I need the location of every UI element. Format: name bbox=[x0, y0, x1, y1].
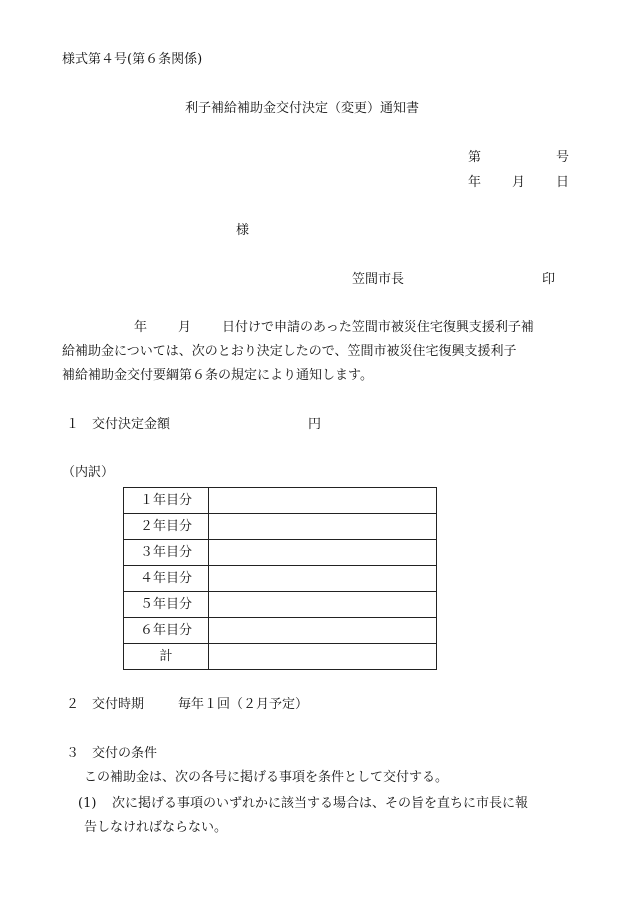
breakdown-row-value bbox=[209, 618, 437, 644]
body-line-1: 日付けで申請のあった笠間市被災住宅復興支援利子補 bbox=[222, 320, 534, 335]
table-row bbox=[124, 540, 437, 566]
breakdown-row-label: ６年目分 bbox=[124, 618, 209, 644]
section3-item1-line2: 告しなければならない。 bbox=[84, 820, 228, 835]
section2-number: ２ bbox=[66, 697, 80, 712]
seal-mark: 印 bbox=[542, 272, 556, 287]
section2-label: 交付時期 bbox=[92, 697, 145, 712]
breakdown-row-label: ２年目分 bbox=[124, 514, 209, 540]
section2-value: 毎年１回（２月予定） bbox=[178, 697, 309, 712]
breakdown-row-value bbox=[209, 488, 437, 514]
breakdown-table bbox=[123, 487, 437, 670]
document-title: 利子補給補助金交付決定（変更）通知書 bbox=[185, 101, 420, 116]
breakdown-heading: （内訳） bbox=[62, 465, 115, 480]
table-row bbox=[124, 488, 437, 514]
breakdown-row-label: ４年目分 bbox=[124, 566, 209, 592]
ref-go: 号 bbox=[556, 150, 570, 165]
date-hi: 日 bbox=[556, 175, 570, 190]
table-row bbox=[124, 644, 437, 670]
section3-intro: この補助金は、次の各号に掲げる事項を条件として交付する。 bbox=[84, 770, 449, 785]
table-row bbox=[124, 618, 437, 644]
breakdown-row-value bbox=[209, 644, 437, 670]
breakdown-row-label: ５年目分 bbox=[124, 592, 209, 618]
body-line-3: 補給補助金交付要綱第６条の規定により通知します。 bbox=[62, 368, 373, 383]
table-row bbox=[124, 592, 437, 618]
section1-unit: 円 bbox=[308, 417, 322, 432]
breakdown-row-value bbox=[209, 566, 437, 592]
table-row bbox=[124, 566, 437, 592]
section3-label: 交付の条件 bbox=[92, 746, 158, 761]
body-date-tsuki: 月 bbox=[178, 320, 192, 335]
breakdown-row-value bbox=[209, 514, 437, 540]
body-line-2: 給補助金については、次のとおり決定したので、笠間市被災住宅復興支援利子 bbox=[62, 344, 517, 359]
breakdown-row-value bbox=[209, 592, 437, 618]
table-row bbox=[124, 514, 437, 540]
ref-dai: 第 bbox=[468, 150, 482, 165]
breakdown-row-label: １年目分 bbox=[124, 488, 209, 514]
section3-number: ３ bbox=[66, 746, 80, 761]
section3-item1-number: (1) bbox=[78, 796, 97, 811]
addressee-suffix: 様 bbox=[236, 223, 250, 238]
section3-item1-line1: 次に掲げる事項のいずれかに該当する場合は、その旨を直ちに市長に報 bbox=[112, 796, 529, 811]
breakdown-row-label: 計 bbox=[124, 644, 209, 670]
date-tsuki: 月 bbox=[512, 175, 526, 190]
section1-label: 交付決定金額 bbox=[92, 417, 171, 432]
form-number: 様式第４号(第６条関係) bbox=[62, 52, 203, 67]
section1-number: １ bbox=[66, 417, 80, 432]
breakdown-row-label: ３年目分 bbox=[124, 540, 209, 566]
issuer-name: 笠間市長 bbox=[352, 272, 405, 287]
date-nen: 年 bbox=[468, 175, 482, 190]
body-date-nen: 年 bbox=[134, 320, 148, 335]
breakdown-row-value bbox=[209, 540, 437, 566]
